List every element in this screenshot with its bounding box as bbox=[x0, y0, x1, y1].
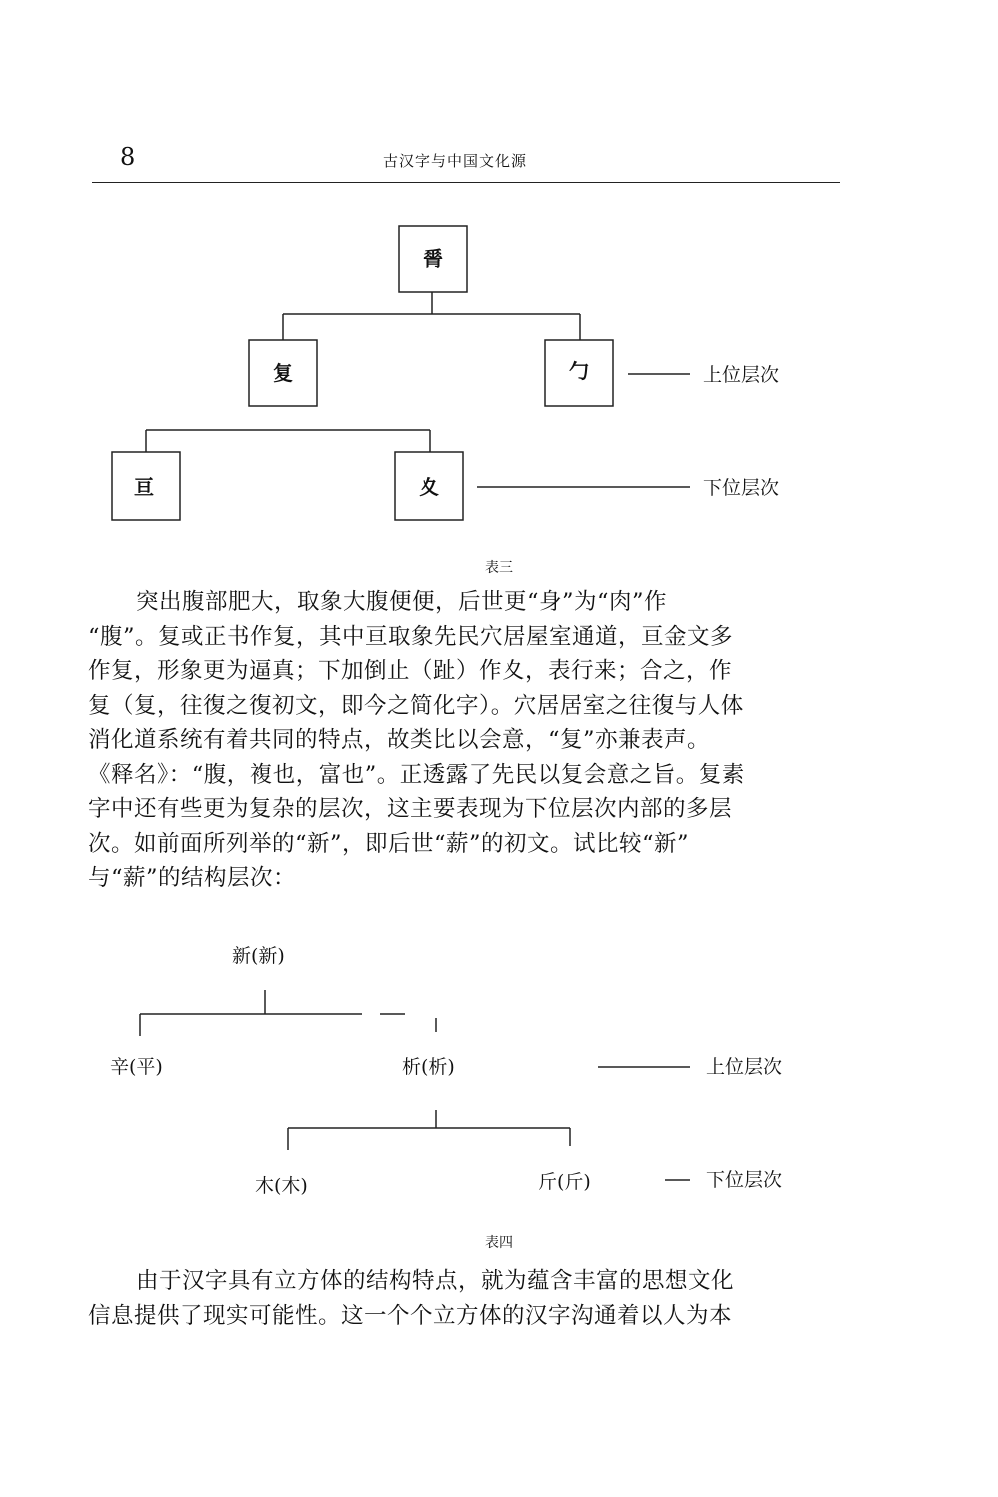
paragraph-line: 《释名》：“腹，複也，富也”。正透露了先民以复会意之旨。复素 bbox=[88, 761, 745, 788]
paragraph-line: 消化道系统有着共同的特点，故类比以会意，“复”亦兼表声。 bbox=[88, 727, 711, 753]
paragraph-line: 作复，形象更为逼真；下加倒止（趾）作夊，表行来；合之，作 bbox=[88, 658, 733, 684]
paragraph-line: 信息提供了现实可能性。这一个个立方体的汉字沟通着以人为本 bbox=[88, 1302, 733, 1329]
page-number: 8 bbox=[120, 143, 136, 171]
running-title: 古汉字与中国文化源 bbox=[383, 152, 528, 170]
table4-root: 新(新) bbox=[232, 945, 285, 967]
paragraph-line: 由于汉字具有立方体的结构特点，就为蕴含丰富的思想文化 bbox=[136, 1268, 735, 1294]
table4-lower-label: 下位层次 bbox=[706, 1169, 783, 1191]
table3-top-glyph: 𦟝 bbox=[423, 247, 443, 271]
paragraph-line: 次。如前面所列举的“新”，即后世“薪”的初文。试比较“新” bbox=[88, 830, 690, 857]
table4-sub-right: 斤(斤) bbox=[538, 1171, 591, 1193]
table3-sub-left-glyph: 亘 bbox=[134, 475, 154, 499]
table3-sub-right-glyph: 夊 bbox=[419, 475, 439, 499]
table4-sub-left: 木(木) bbox=[255, 1175, 308, 1197]
paragraph-2 bbox=[88, 1264, 838, 1333]
paragraph-line: “腹”。复或正书作复，其中亘取象先民穴居屋室通道，亘金文多 bbox=[88, 623, 734, 650]
table3-upper-label: 上位层次 bbox=[703, 364, 780, 386]
table3-left-glyph: 复 bbox=[273, 361, 293, 385]
table4-left-node: 辛(平) bbox=[110, 1056, 163, 1078]
table4-upper-label: 上位层次 bbox=[706, 1056, 783, 1078]
paragraph-line: 突出腹部肥大，取象大腹便便，后世更“身”为“肉”作 bbox=[136, 589, 668, 615]
table4-diagram bbox=[140, 990, 690, 1180]
table3-diagram bbox=[112, 226, 690, 520]
table4-right-node: 析(析) bbox=[402, 1056, 455, 1078]
paragraph-1 bbox=[88, 585, 838, 896]
paragraph-line: 字中还有些更为复杂的层次，这主要表现为下位层次内部的多层 bbox=[88, 796, 733, 822]
table3-caption: 表三 bbox=[485, 560, 513, 576]
table3-right-glyph: 勹 bbox=[569, 359, 589, 383]
table4-caption: 表四 bbox=[485, 1235, 513, 1251]
paragraph-line: 与“薪”的结构层次： bbox=[88, 865, 297, 891]
table3-lower-label: 下位层次 bbox=[703, 477, 780, 499]
paragraph-line: 复（复，往復之復初文，即今之简化字）。穴居居室之往復与人体 bbox=[88, 692, 744, 719]
